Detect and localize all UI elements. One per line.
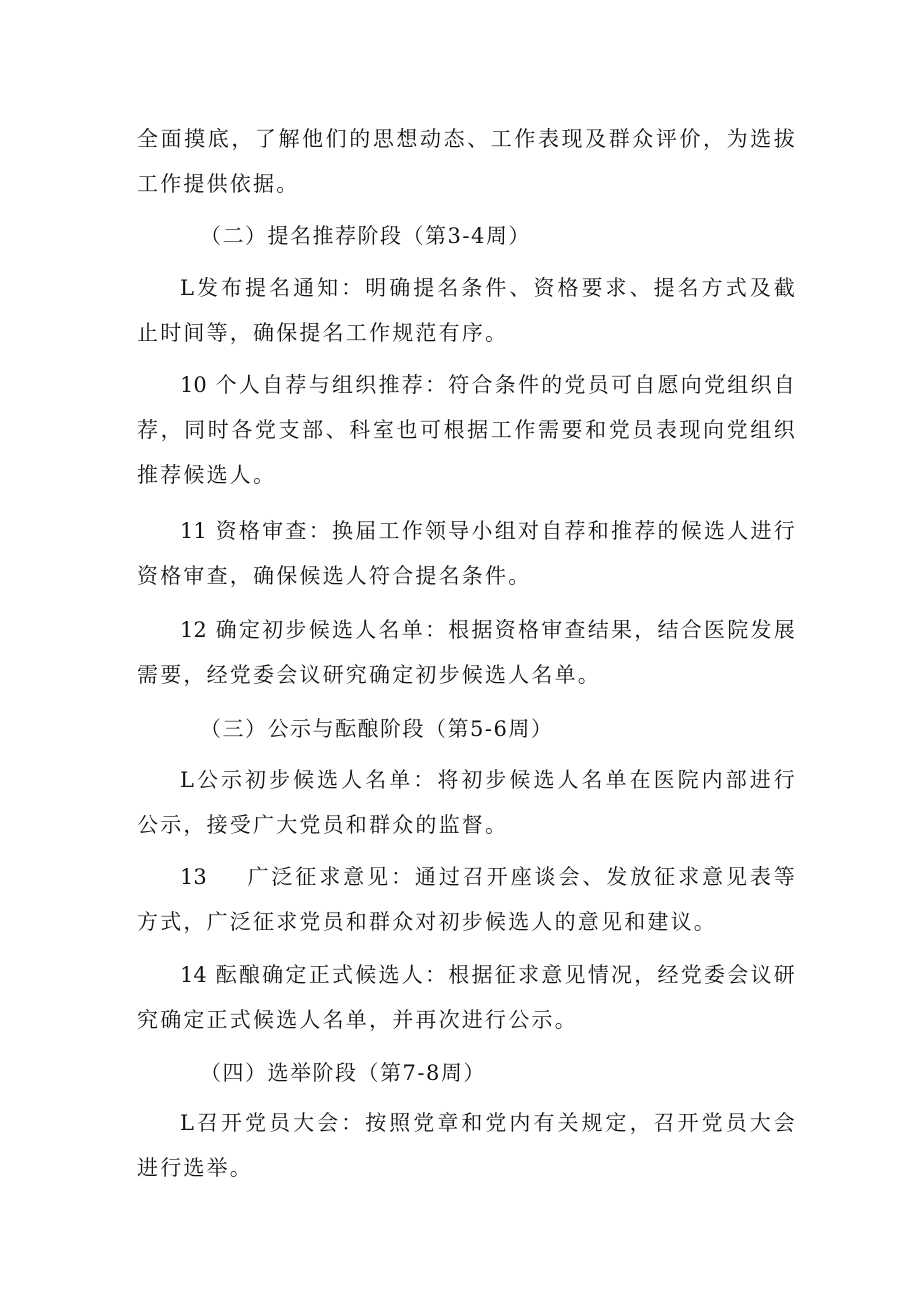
- item-number: 14: [180, 963, 207, 987]
- paragraph-solicit-opinions: [137, 855, 797, 945]
- paragraph-publicity-list: L公示初步候选人名单：将初步候选人名单在医院内部进行公示，接受广大党员和群众的监督。: [137, 768, 797, 837]
- section-heading-election: （四）选举阶段（第7-8周）: [200, 1061, 486, 1085]
- paragraph-preliminary-list: [137, 608, 797, 698]
- item-text: 酝酿确定正式候选人：根据征求意见情况，经党委会议研究确定正式候选人名单，并再次进行公示。: [137, 963, 797, 1032]
- paragraph-nomination-notice: L发布提名通知：明确提名条件、资格要求、提名方式及截止时间等，确保提名工作规范有序。: [137, 276, 797, 345]
- section-heading-nomination: （二）提名推荐阶段（第3-4周）: [200, 224, 531, 248]
- item-number: 11: [180, 519, 207, 543]
- paragraph-qualification-review: [137, 509, 797, 599]
- item-number: 13: [180, 865, 207, 889]
- item-text: 个人自荐与组织推荐：符合条件的党员可自愿向党组织自荐，同时各党支部、科室也可根据工作需要和党员表现向党组织推荐候选人。: [137, 373, 797, 487]
- paragraph-formal-candidates: [137, 953, 797, 1043]
- item-text: 确定初步候选人名单：根据资格审查结果，结合医院发展需要，经党委会议研究确定初步候选人名单。: [137, 618, 797, 687]
- item-text: 广泛征求意见：通过召开座谈会、发放征求意见表等方式，广泛征求党员和群众对初步候选人的意见和建议。: [137, 865, 797, 934]
- paragraph-self-recommendation: [137, 363, 797, 498]
- item-text: 资格审查：换届工作领导小组对自荐和推荐的候选人进行资格审查，确保候选人符合提名条件。: [137, 519, 797, 588]
- item-number: 10: [180, 373, 207, 397]
- item-number: 12: [180, 618, 207, 642]
- paragraph-survey-continuation: 全面摸底，了解他们的思想动态、工作表现及群众评价，为选拔工作提供依据。: [137, 127, 797, 196]
- paragraph-party-congress: L召开党员大会：按照党章和党内有关规定，召开党员大会进行选举。: [137, 1111, 797, 1180]
- section-heading-publicity: （三）公示与酝酿阶段（第5-6周）: [200, 717, 554, 741]
